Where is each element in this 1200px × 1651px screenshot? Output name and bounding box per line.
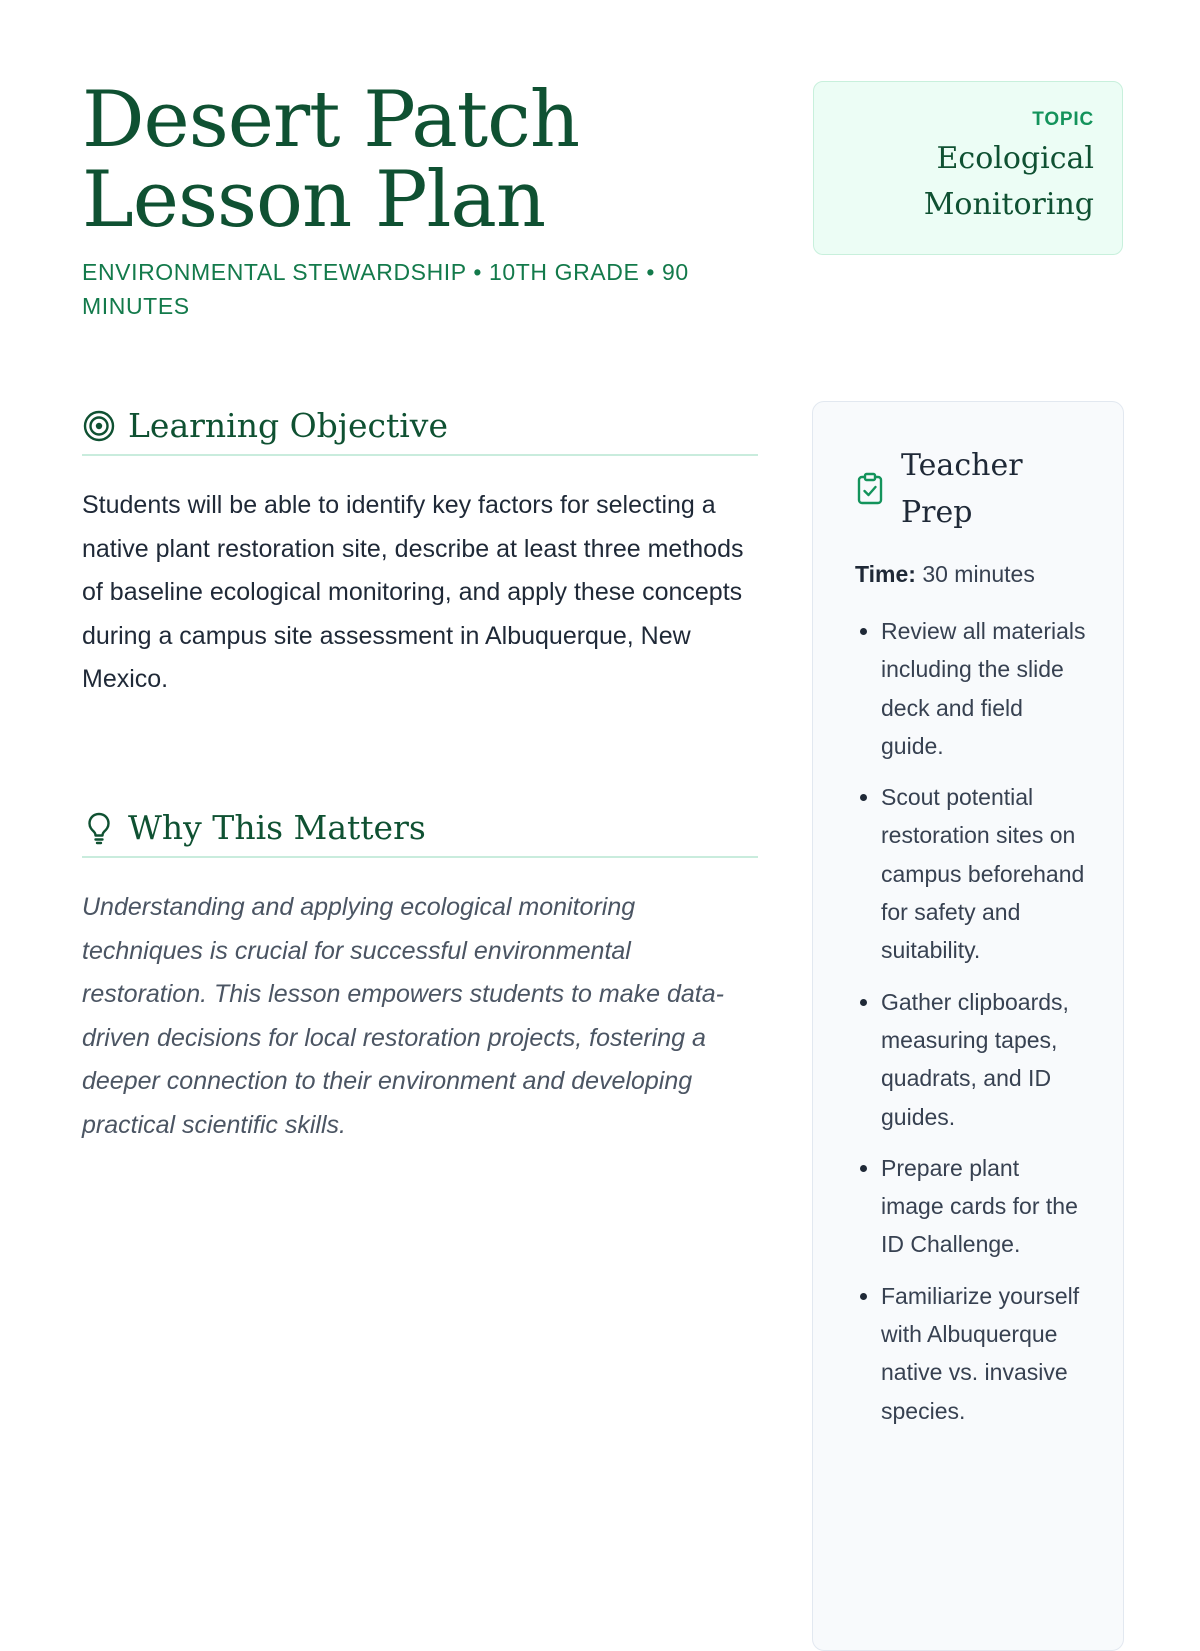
topic-value: Ecological Monitoring [923, 141, 1094, 222]
teacher-prep-time [855, 558, 1087, 590]
list-item: • Familiarize yourself with Albuquerque native vs. invasive species. [881, 1277, 1087, 1430]
list-item: • Review all materials including the slide deck and field guide. [881, 612, 1087, 765]
why-this-matters-text: Understanding and applying ecological monitoring techniques is crucial for successful environmental restoration. This lesson empowers students to make data-driven decisions for local restoration projects, fostering a deeper connection to their environment and developing practical scientific skills. [82, 893, 724, 1139]
why-this-matters-header [82, 800, 758, 858]
target-icon [82, 409, 116, 443]
clipboard-check-icon [855, 472, 885, 506]
teacher-prep-list [855, 612, 1087, 1430]
teacher-prep-time-value: 30 minutes [922, 561, 1035, 587]
teacher-prep-card [812, 401, 1124, 1651]
teacher-prep-time-label: Time: [855, 561, 916, 587]
list-item: • Scout potential restoration sites on campus beforehand for safety and suitability. [881, 778, 1087, 969]
topic-card [813, 81, 1123, 255]
lightbulb-icon [82, 811, 116, 845]
learning-objective-title: Learning Objective [128, 406, 448, 445]
teacher-prep-header [855, 442, 1087, 536]
page-subtitle: ENVIRONMENTAL STEWARDSHIP • 10TH GRADE • 90 MINUTES [82, 259, 689, 319]
teacher-prep-title: Teacher Prep [901, 448, 1023, 530]
page-title: Desert Patch Lesson Plan [82, 75, 580, 245]
list-item: • Prepare plant image cards for the ID Challenge. [881, 1149, 1087, 1264]
why-this-matters-title: Why This Matters [128, 808, 426, 847]
list-item: • Gather clipboards, measuring tapes, quadrats, and ID guides. [881, 983, 1087, 1136]
learning-objective-header [82, 398, 758, 456]
topic-label: TOPIC [1032, 109, 1094, 130]
learning-objective-text: Students will be able to identify key factors for selecting a native plant restoration site, describe at least three methods of baseline ecological monitoring, and apply these concepts during a campus site assessment in Albuquerque, New Mexico. [82, 491, 744, 693]
learning-objective-section [82, 398, 758, 702]
why-this-matters-section [82, 800, 758, 1147]
